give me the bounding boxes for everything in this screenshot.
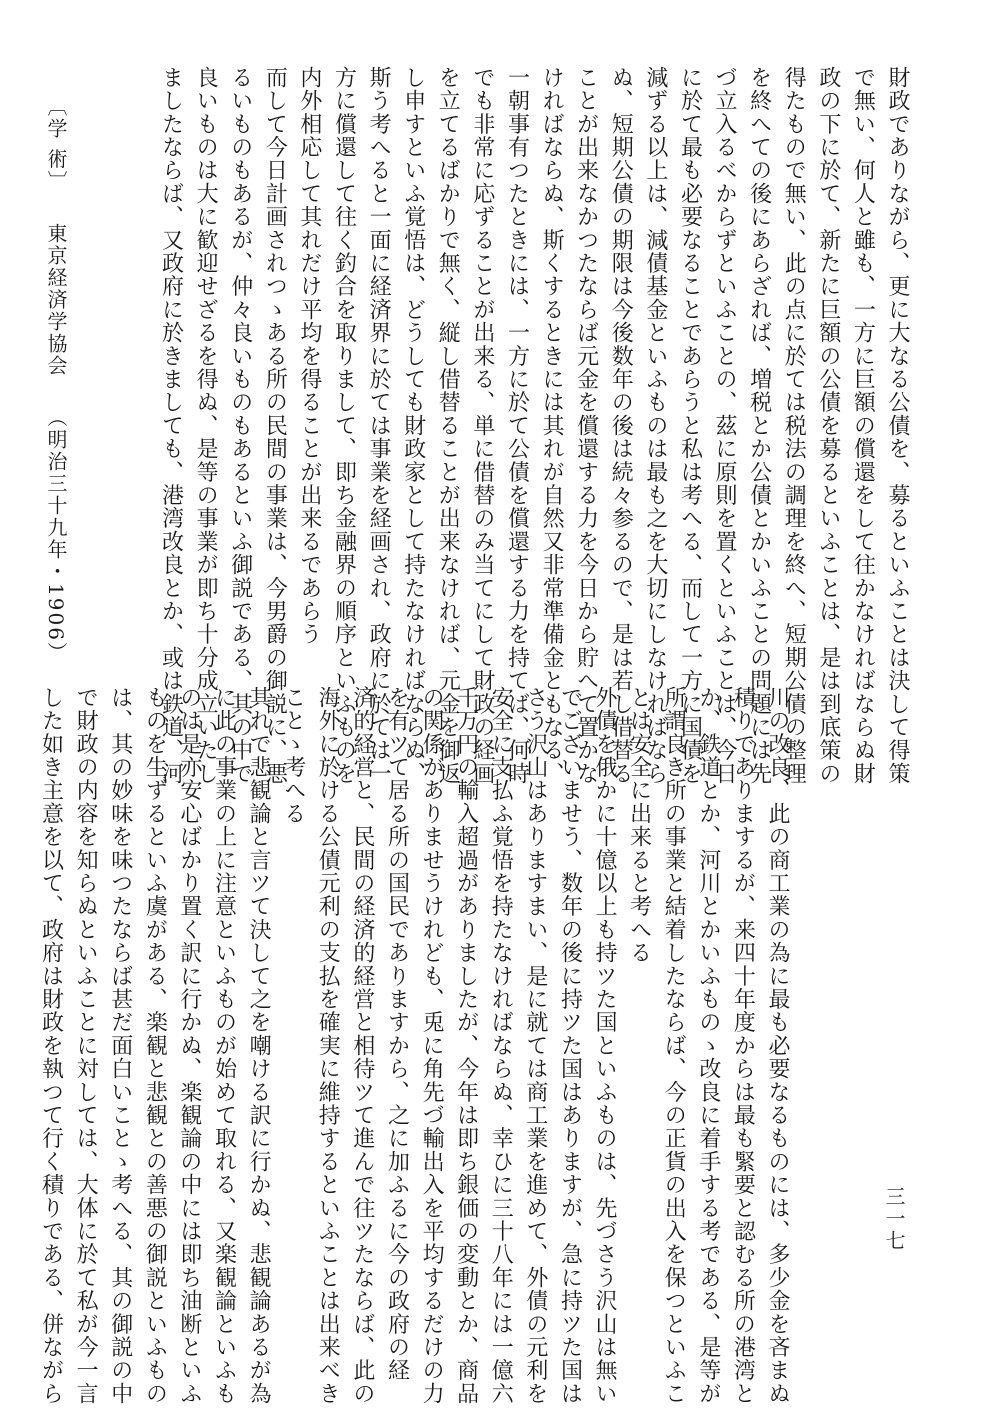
text-column: した如き主意を以て、政府は財政を執つて行く積りである、併ながら (38, 686, 64, 1406)
text-column: を終へての後にあらざれば、増税とか公債とかいふことの問題には先 (746, 66, 772, 786)
text-column: 其れで悲観論と言ツて決して之を嘲ける訳に行かぬ、悲観論あるが為 (246, 686, 272, 1406)
text-column: で財政の内容を知らぬといふことに対しては、大体に於て私が今一言 (73, 686, 99, 1406)
text-column: 済的経営と、民間の経済的経営と相待ツて進んで往ツたならば、此の (349, 686, 375, 1406)
text-column: 財政でありながら、更に大なる公債を、募るといふことは決して得策 (885, 66, 910, 786)
text-column: でも非常に応ずることが出来る、単に借替のみ当てにして財政の経画 (469, 66, 495, 786)
lower-text-block (38, 686, 794, 1406)
text-column: 政の下に於て、新たに巨額の公債を募るといふことは、是は到底策の (815, 66, 841, 786)
text-column: か、鉄道とか、河川とかいふものゝ改良に着手する考である、是等が (695, 686, 721, 1406)
text-column: ましたならば、又政府に於きましても、港湾改良とか、或は鉄道、河 (158, 66, 184, 786)
text-column: を立てるばかりで無く、縦し借替ることが出来なければ、元金を御返 (435, 66, 461, 786)
text-column: とは安全に出来ると考へる (626, 686, 652, 965)
text-column: し申すといふ覚悟は、どうしても財政家として持たなければならぬ、 (400, 66, 426, 786)
text-column: 内外相応して其れだけ平均を得ることが出来るであらう (296, 66, 322, 646)
text-column: 所謂良き所の事業と結着したならば、今の正貨の出入を保つといふこ (661, 686, 687, 1406)
text-column: 得たもので無い、此の点に於ては税法の調理を終へ、短期公債の整理 (781, 66, 807, 786)
text-column: さう沢山はありますまい、是に就ては商工業を進めて、外債の元利を (522, 686, 548, 1406)
text-column: 海外に於ける公債元利の支払を確実に維持するといふことは出来べき (315, 686, 341, 1406)
text-column: で無い、何人と雖も、一方に巨額の償還をして往かなければならぬ財 (850, 66, 876, 786)
text-column: ぬ、短期公債の期限は今後数年の後は続々参るので、是は若し借替る (608, 66, 634, 786)
running-header (42, 96, 71, 664)
text-column: 一朝事有つたときには、一方に於て公債を償還する力を持てば、何時 (504, 66, 530, 786)
section-label: 〔学 術〕 (44, 96, 68, 193)
text-column: でございませう、数年の後に持ツた国はありますが、急に持ツた国は (557, 686, 583, 1406)
text-column: の関係がありませうけれども、兎に角先づ輸出入を平均するだけの力 (419, 686, 445, 1406)
text-column: 川の改良、此の商工業の為に最も必要なるものには、多少金を吝まぬ (765, 686, 790, 1406)
text-column: 外債を俄かに十億以上も持ツた国といふものは、先づさう沢山は無い (592, 686, 618, 1406)
text-column: に此の事業の上に注意といふものが始めて取れる、又楽観論といふも (211, 686, 237, 1406)
text-column: のは是亦安心ばかり置く訳に行かぬ、楽観論の中には即ち油断といふ (176, 686, 202, 1406)
text-column: づ立入るべからずといふことの、茲に原則を置くといふことは、今日 (712, 66, 738, 786)
text-column: 斯う考へると一面に経済界に於ては事業を経画され、政府に於ては一 (366, 66, 392, 786)
page-number: 三一七 (882, 1186, 906, 1252)
text-column: 方に償還して往く釣合を取りまして、即ち金融界の順序といふものを (331, 66, 357, 786)
text-column: ければならぬ、斯くするときには其れが自然又非常準備金ともなる、 (539, 66, 565, 786)
text-column: 良いものは大に歓迎せざるを得ぬ、是等の事業が即ち十分成立いたし (193, 66, 219, 786)
text-column: ことが出来なかつたならば元金を償還する力を今日から貯へて置かな (573, 66, 599, 786)
text-column: を有ツて居る所の国民でありますから、之に加ふるに今の政府の経 (384, 686, 410, 1382)
text-column: るいものもあるが、仲々良いものもあるといふ御説である、其の中で (227, 66, 253, 786)
text-column: 減ずる以上は、減債基金といふものは最も之を大切にしなければなら (642, 66, 668, 786)
text-column: 千万円の輸入超過がありましたが、今年は即ち銀価の変動とか、商品 (453, 686, 479, 1406)
text-column: は、其の妙味を味つたならば甚だ面白いことゝ考へる、其の御説の中 (107, 686, 133, 1406)
text-column: ことゝ考へる (280, 686, 306, 826)
text-column: 積りでありまするが、来四十年度からは最も緊要と認むる所の港湾と (730, 686, 756, 1406)
text-column: 安全に支払ふ覚悟を持たなければならぬ、幸ひに三十八年には一億六 (488, 686, 514, 1406)
publisher-name: 東京経済学協会 (44, 222, 68, 377)
text-column: 而して今日計画されつゝある所の民間の事業は、今男爵の御説に、悪 (262, 66, 288, 786)
text-column: に於て最も必要なることであらうと私は考へる、而して一方に国債を (677, 66, 703, 786)
text-column: ものを生ずるといふ虞がある、楽観と悲観との善悪の御説といふもの (142, 686, 168, 1406)
publication-year: （明治三十九年・1906） (44, 407, 68, 664)
